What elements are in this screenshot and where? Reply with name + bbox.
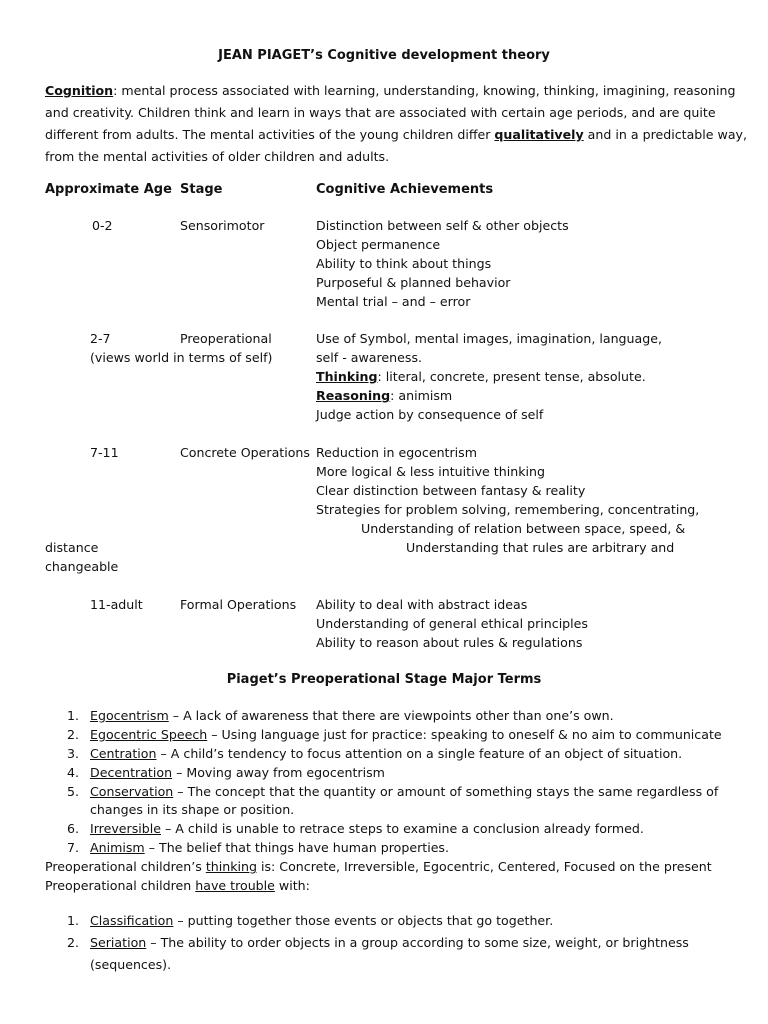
intro-line-2: and creativity. Children think and learn in ways that are associated with certain age periods, and are quite: [45, 105, 716, 120]
stage3-wrap: changeable: [45, 559, 119, 574]
stage2-name: Preoperational: [180, 331, 272, 346]
list-number: 5.: [67, 784, 80, 799]
list-item: Egocentric Speech – Using language just for practice: speaking to oneself & no aim to communicate: [90, 727, 722, 742]
list-item: Animism – The belief that things have human properties.: [90, 840, 450, 855]
header-achievements: Cognitive Achievements: [316, 182, 494, 197]
list-item: Decentration – Moving away from egocentrism: [90, 765, 385, 780]
header-stage: Stage: [180, 182, 223, 197]
intro-line-1: Cognition: mental process associated with learning, understanding, knowing, thinking, imagining, reasoning: [45, 83, 736, 98]
list-number: 2.: [67, 935, 80, 950]
list-item: Seriation – The ability to order objects in a group according to some size, weight, or brightness: [90, 935, 689, 950]
stage2-age: 2-7: [90, 331, 111, 346]
list-number: 2.: [67, 727, 80, 742]
list-item: Centration – A child’s tendency to focus attention on a single feature of an object of situation.: [90, 746, 683, 761]
stage2-reasoning: Reasoning: animism: [316, 388, 453, 403]
list-item: Irreversible – A child is unable to retrace steps to examine a conclusion already formed.: [90, 821, 644, 836]
stage1-name: Sensorimotor: [180, 218, 265, 233]
list-number: 1.: [67, 913, 80, 928]
stage3-item: Strategies for problem solving, remembering, concentrating,: [316, 502, 700, 517]
qualitatively-emphasis: qualitatively: [494, 127, 584, 142]
list-number: 6.: [67, 821, 80, 836]
stage1-item: Ability to think about things: [316, 256, 492, 271]
stage4-item: Ability to deal with abstract ideas: [316, 597, 528, 612]
stage2-item: self - awareness.: [316, 350, 423, 365]
list-item: Conservation – The concept that the quantity or amount of something stays the same regardless of: [90, 784, 719, 799]
list-item: Egocentrism – A lack of awareness that there are viewpoints other than one’s own.: [90, 708, 614, 723]
terms-title: Piaget’s Preoperational Stage Major Terms: [226, 672, 542, 687]
list-number: 3.: [67, 746, 80, 761]
intro-line-3: different from adults. The mental activities of the young children differ qualitatively and in a predictable way,: [45, 127, 748, 142]
stage3-item: More logical & less intuitive thinking: [316, 464, 545, 479]
stage4-item: Ability to reason about rules & regulations: [316, 635, 583, 650]
stage3-item: Clear distinction between fantasy & reality: [316, 483, 586, 498]
stage1-item: Distinction between self & other objects: [316, 218, 569, 233]
list-item: Classification – putting together those events or objects that go together.: [90, 913, 554, 928]
stage3-name: Concrete Operations: [180, 445, 310, 460]
stage3-item: Reduction in egocentrism: [316, 445, 477, 460]
stage2-item: Use of Symbol, mental images, imagination, language,: [316, 331, 662, 346]
stage1-item: Mental trial – and – error: [316, 294, 471, 309]
stage2-thinking: Thinking: literal, concrete, present tense, absolute.: [316, 369, 646, 384]
stage3-age: 7-11: [90, 445, 119, 460]
header-age: Approximate Age: [45, 182, 172, 197]
stage1-age: 0-2: [92, 218, 113, 233]
stage4-age: 11-adult: [90, 597, 143, 612]
trouble-line: Preoperational children have trouble with:: [45, 878, 310, 893]
stage4-name: Formal Operations: [180, 597, 297, 612]
stage2-note: (views world in terms of self): [90, 350, 273, 365]
stage1-item: Purposeful & planned behavior: [316, 275, 511, 290]
list-item-continued: changes in its shape or position.: [90, 802, 295, 817]
stage2-item: Judge action by consequence of self: [316, 407, 544, 422]
stage3-item: Understanding of relation between space, speed, &: [361, 521, 686, 536]
list-number: 1.: [67, 708, 80, 723]
intro-line-4: from the mental activities of older children and adults.: [45, 149, 390, 164]
thinking-line: Preoperational children’s thinking is: Concrete, Irreversible, Egocentric, Centered, Focused on the present: [45, 859, 712, 874]
stage3-wrap: distance: [45, 540, 99, 555]
cognition-term: Cognition: [45, 83, 114, 98]
stage1-item: Object permanence: [316, 237, 441, 252]
list-number: 7.: [67, 840, 80, 855]
page-title: JEAN PIAGET’s Cognitive development theory: [218, 48, 550, 63]
list-item-continued: (sequences).: [90, 957, 172, 972]
list-number: 4.: [67, 765, 80, 780]
stage3-item: Understanding that rules are arbitrary and: [406, 540, 675, 555]
stage4-item: Understanding of general ethical principles: [316, 616, 588, 631]
